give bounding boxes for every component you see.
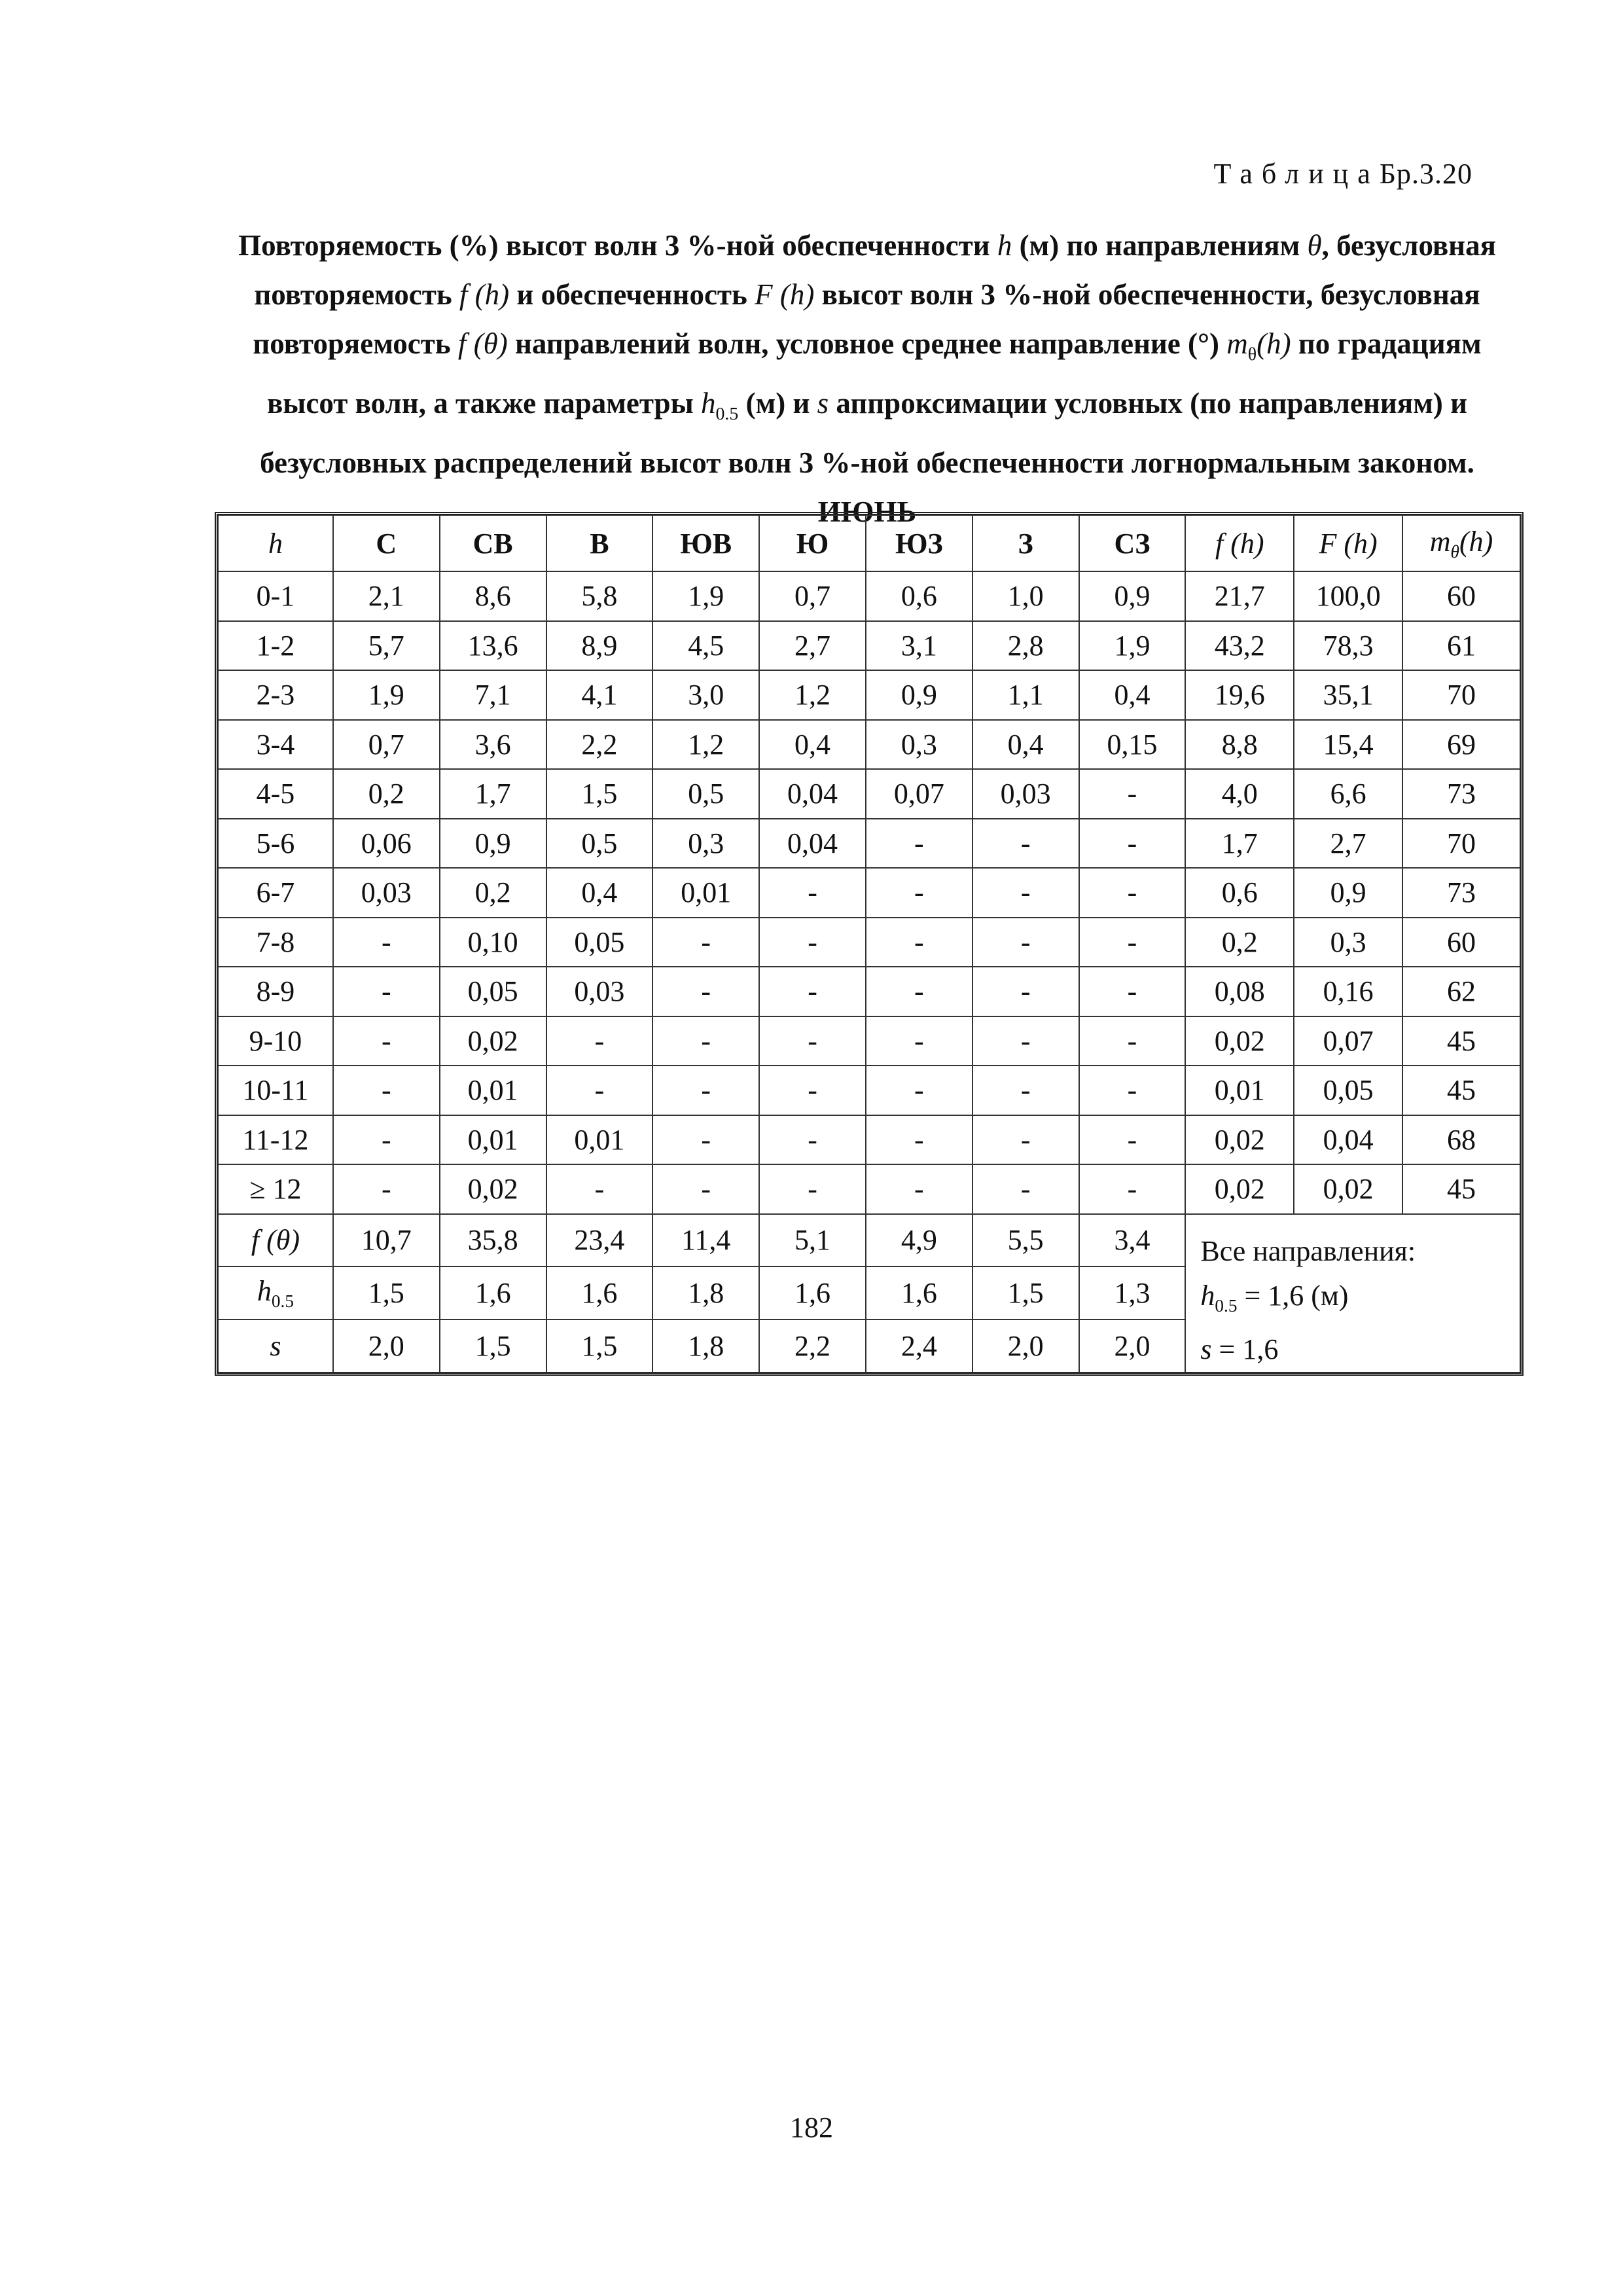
table-cell: 5,1 <box>759 1214 866 1267</box>
table-cell: 7,1 <box>440 670 546 720</box>
table-cell: - <box>1079 967 1186 1016</box>
table-cell: 7-8 <box>218 918 333 967</box>
table-cell: 2,0 <box>333 1319 440 1372</box>
h05-label: $h_{0.5}$ <box>218 1266 333 1319</box>
table-cell: 45 <box>1402 1164 1520 1214</box>
table-label-word: Таблица <box>1213 158 1380 190</box>
table-cell: 0,9 <box>440 819 546 869</box>
table-cell: 45 <box>1402 1066 1520 1115</box>
table-cell: 0,02 <box>440 1164 546 1214</box>
table-cell: 1,1 <box>972 670 1079 720</box>
table-cell: 73 <box>1402 868 1520 918</box>
table-cell: 11,4 <box>652 1214 759 1267</box>
table-cell: 45 <box>1402 1016 1520 1066</box>
ftheta-label: f (θ) <box>218 1214 333 1267</box>
table-cell: 1,8 <box>652 1266 759 1319</box>
header-fh: f (h) <box>1185 515 1294 571</box>
table-cell: 0,08 <box>1185 967 1294 1016</box>
table-cell: 1,6 <box>546 1266 653 1319</box>
table-cell: 0,16 <box>1294 967 1402 1016</box>
table-cell: 5,7 <box>333 621 440 671</box>
table-row <box>218 967 1520 1016</box>
table-cell: - <box>1079 1016 1186 1066</box>
table-cell: 0,3 <box>1294 918 1402 967</box>
table-cell: 4,0 <box>1185 769 1294 819</box>
table-cell: 0,4 <box>972 720 1079 770</box>
header-e: В <box>546 515 653 571</box>
table-cell: - <box>866 1016 972 1066</box>
table-row <box>218 720 1520 770</box>
table-cell: 0,15 <box>1079 720 1186 770</box>
table-cell: - <box>972 918 1079 967</box>
header-s: Ю <box>759 515 866 571</box>
table-cell: 35,8 <box>440 1214 546 1267</box>
table-cell: 2-3 <box>218 670 333 720</box>
table-cell: - <box>546 1066 653 1115</box>
table-cell: 0,9 <box>866 670 972 720</box>
table-cell: - <box>333 1164 440 1214</box>
summary-s: s = 1,6 <box>1200 1333 1279 1366</box>
table-cell: - <box>1079 1066 1186 1115</box>
table-cell: 1,0 <box>972 571 1079 621</box>
table-cell: 9-10 <box>218 1016 333 1066</box>
table-cell: 21,7 <box>1185 571 1294 621</box>
table-cell: - <box>1079 868 1186 918</box>
table-cell: - <box>333 1115 440 1165</box>
table-cell: 1,9 <box>652 571 759 621</box>
table-cell: 2,7 <box>759 621 866 671</box>
table-cell: 4,1 <box>546 670 653 720</box>
table-cell: 5,8 <box>546 571 653 621</box>
table-cell: - <box>652 1016 759 1066</box>
table-cell: ≥ 12 <box>218 1164 333 1214</box>
table-cell: - <box>972 868 1079 918</box>
table-cell: 60 <box>1402 918 1520 967</box>
table-row <box>218 918 1520 967</box>
table-cell: - <box>759 1066 866 1115</box>
table-cell: 6-7 <box>218 868 333 918</box>
table-cell: - <box>652 1066 759 1115</box>
table-cell: - <box>1079 819 1186 869</box>
table-cell: 0,04 <box>759 819 866 869</box>
table-cell: 35,1 <box>1294 670 1402 720</box>
table-label-number: Бр.3.20 <box>1379 158 1472 190</box>
table-cell: 0,6 <box>866 571 972 621</box>
table-cell: - <box>1079 1164 1186 1214</box>
table-cell: 1,5 <box>333 1266 440 1319</box>
table-cell: 0,5 <box>652 769 759 819</box>
table-cell: 1,6 <box>866 1266 972 1319</box>
table-cell: 0,02 <box>1185 1115 1294 1165</box>
page-number: 182 <box>790 2111 833 2144</box>
table-cell: 0,3 <box>866 720 972 770</box>
table-cell: 1,3 <box>1079 1266 1186 1319</box>
table-cell: 1,5 <box>972 1266 1079 1319</box>
table-cell: 3,4 <box>1079 1214 1186 1267</box>
table-cell: 1-2 <box>218 621 333 671</box>
table-cell: 0,02 <box>1185 1016 1294 1066</box>
table-cell: 68 <box>1402 1115 1520 1165</box>
table-cell: - <box>866 1164 972 1214</box>
table-cell: 13,6 <box>440 621 546 671</box>
table-cell: - <box>866 967 972 1016</box>
table-cell: 0,2 <box>440 868 546 918</box>
table-cell: 0,9 <box>1294 868 1402 918</box>
table-cell: 0,07 <box>866 769 972 819</box>
table-cell: 1,6 <box>440 1266 546 1319</box>
table-cell: - <box>333 1016 440 1066</box>
table-cell: 0,04 <box>1294 1115 1402 1165</box>
header-w: З <box>972 515 1079 571</box>
table-cell: - <box>1079 769 1186 819</box>
table-cell: 0,5 <box>546 819 653 869</box>
table-cell: 0,07 <box>1294 1016 1402 1066</box>
table-label <box>1214 157 1472 190</box>
summary-h05: $h_{0.5} = 1,6$ (м) <box>1200 1279 1349 1316</box>
table-cell: 0,4 <box>546 868 653 918</box>
header-nw: СЗ <box>1079 515 1186 571</box>
table-cell: 60 <box>1402 571 1520 621</box>
table-cell: 100,0 <box>1294 571 1402 621</box>
table-cell: 2,0 <box>1079 1319 1186 1372</box>
table-cell: 1,8 <box>652 1319 759 1372</box>
table-cell: - <box>759 1164 866 1214</box>
table-cell: - <box>652 967 759 1016</box>
table-cell: 70 <box>1402 819 1520 869</box>
table-cell: 1,5 <box>546 769 653 819</box>
table-cell: 0,05 <box>1294 1066 1402 1115</box>
s-label: s <box>218 1319 333 1372</box>
table-cell: 1,2 <box>652 720 759 770</box>
table-cell: 11-12 <box>218 1115 333 1165</box>
table-cell: 3,0 <box>652 670 759 720</box>
header-h: h <box>218 515 333 571</box>
table-cell: - <box>866 918 972 967</box>
table-cell: - <box>972 967 1079 1016</box>
table-cell: 2,8 <box>972 621 1079 671</box>
table-row <box>218 1164 1520 1214</box>
table-cell: - <box>972 1016 1079 1066</box>
table-cell: 0,05 <box>546 918 653 967</box>
table-cell: 0,7 <box>333 720 440 770</box>
table-cell: 2,2 <box>759 1319 866 1372</box>
table-cell: - <box>1079 918 1186 967</box>
table-cell: 0,2 <box>333 769 440 819</box>
table-row <box>218 1115 1520 1165</box>
table-cell: 78,3 <box>1294 621 1402 671</box>
wave-height-table <box>215 512 1524 1376</box>
table-header-row <box>218 515 1520 571</box>
table-cell: - <box>333 1066 440 1115</box>
table-cell: 0,03 <box>972 769 1079 819</box>
table-cell: 0,05 <box>440 967 546 1016</box>
table-cell: 0,6 <box>1185 868 1294 918</box>
table-cell: 43,2 <box>1185 621 1294 671</box>
table-cell: - <box>652 1115 759 1165</box>
table-cell: 15,4 <box>1294 720 1402 770</box>
table-cell: 5-6 <box>218 819 333 869</box>
table-cell: 0,02 <box>1294 1164 1402 1214</box>
table-cell: 1,9 <box>1079 621 1186 671</box>
table-cell: - <box>866 868 972 918</box>
table-row <box>218 670 1520 720</box>
table-cell: 8,6 <box>440 571 546 621</box>
table-cell: 0,03 <box>333 868 440 918</box>
table-cell: 3,1 <box>866 621 972 671</box>
table-cell: - <box>652 1164 759 1214</box>
table-cell: 0,01 <box>1185 1066 1294 1115</box>
table-cell: 0,4 <box>759 720 866 770</box>
table-cell: - <box>972 1164 1079 1214</box>
table-cell: - <box>1079 1115 1186 1165</box>
table-row <box>218 1016 1520 1066</box>
table-cell: 0,02 <box>1185 1164 1294 1214</box>
table-cell: - <box>866 1066 972 1115</box>
header-ne: СВ <box>440 515 546 571</box>
table-cell: 23,4 <box>546 1214 653 1267</box>
table-cell: 2,1 <box>333 571 440 621</box>
table-cell: 1,9 <box>333 670 440 720</box>
table-caption: Повторяемость (%) высот волн 3 %-ной обеспеченности h (м) по направлениям θ, безусловная повторяемость f (h) и обеспеченность F (h) высот волн 3 %-ной обеспеченности, безусловная повторяемость f (θ) направлений волн, условное среднее направление (°) $m_\theta(h)$ по градациям высот волн, а также параметры $h_{0.5}$ (м) и s аппроксимации условных (по направлениям) и безусловных распределений высот волн 3 %-ной обеспеченности логнормальным законом. ИЮНЬ <box>238 229 1496 528</box>
table-cell: 2,4 <box>866 1319 972 1372</box>
table-cell: 0,06 <box>333 819 440 869</box>
table-cell: 1,5 <box>546 1319 653 1372</box>
table-cell: 1,7 <box>1185 819 1294 869</box>
table-cell: - <box>866 1115 972 1165</box>
table-row <box>218 819 1520 869</box>
table-cell: 0,10 <box>440 918 546 967</box>
table-cell: 2,2 <box>546 720 653 770</box>
table-cell: 0,9 <box>1079 571 1186 621</box>
header-n: С <box>333 515 440 571</box>
table-cell: 8-9 <box>218 967 333 1016</box>
table-cell: 1,5 <box>440 1319 546 1372</box>
table-cell: 0,7 <box>759 571 866 621</box>
table-cell: - <box>866 819 972 869</box>
table-cell: 1,6 <box>759 1266 866 1319</box>
table-cell: 0,02 <box>440 1016 546 1066</box>
table-cell: 8,8 <box>1185 720 1294 770</box>
table-cell: 0,01 <box>440 1066 546 1115</box>
table-cell: 10,7 <box>333 1214 440 1267</box>
table-cell: 3-4 <box>218 720 333 770</box>
table-cell: - <box>546 1016 653 1066</box>
table-cell: - <box>759 967 866 1016</box>
header-sw: ЮЗ <box>866 515 972 571</box>
table-row <box>218 571 1520 621</box>
table-row <box>218 769 1520 819</box>
table-cell: 73 <box>1402 769 1520 819</box>
header-mh: $m_\theta(h)$ <box>1402 515 1520 571</box>
table-cell: - <box>759 1016 866 1066</box>
table-cell: 19,6 <box>1185 670 1294 720</box>
table-cell: 4-5 <box>218 769 333 819</box>
table-cell: 3,6 <box>440 720 546 770</box>
table-cell: 4,5 <box>652 621 759 671</box>
table-cell: 1,7 <box>440 769 546 819</box>
table-cell: - <box>972 1115 1079 1165</box>
table-cell: 2,0 <box>972 1319 1079 1372</box>
table-cell: - <box>972 1066 1079 1115</box>
table-cell: 10-11 <box>218 1066 333 1115</box>
table-cell: - <box>972 819 1079 869</box>
table-cell: - <box>759 1115 866 1165</box>
table-row <box>218 1066 1520 1115</box>
ftheta-row <box>218 1214 1520 1267</box>
table-cell: - <box>333 967 440 1016</box>
table-cell: 8,9 <box>546 621 653 671</box>
header-Fh: F (h) <box>1294 515 1402 571</box>
table-cell: 0-1 <box>218 571 333 621</box>
table-cell: - <box>759 918 866 967</box>
table-cell: 6,6 <box>1294 769 1402 819</box>
table-cell: 0,04 <box>759 769 866 819</box>
table-cell: 0,03 <box>546 967 653 1016</box>
table-cell: 4,9 <box>866 1214 972 1267</box>
table-cell: - <box>759 868 866 918</box>
table-cell: 0,01 <box>546 1115 653 1165</box>
table-cell: 69 <box>1402 720 1520 770</box>
table-cell: 0,4 <box>1079 670 1186 720</box>
header-se: ЮВ <box>652 515 759 571</box>
table-cell: 5,5 <box>972 1214 1079 1267</box>
table-cell: 0,01 <box>440 1115 546 1165</box>
table-cell: 1,2 <box>759 670 866 720</box>
table-cell: - <box>333 918 440 967</box>
table-row <box>218 868 1520 918</box>
summary-title: Все направления: <box>1200 1234 1416 1267</box>
table-cell: - <box>652 918 759 967</box>
table-cell: - <box>546 1164 653 1214</box>
table-cell: 0,2 <box>1185 918 1294 967</box>
all-directions-summary <box>1185 1214 1520 1373</box>
table-cell: 0,01 <box>652 868 759 918</box>
table-cell: 2,7 <box>1294 819 1402 869</box>
table-cell: 0,3 <box>652 819 759 869</box>
table-cell: 70 <box>1402 670 1520 720</box>
table-cell: 62 <box>1402 967 1520 1016</box>
table-row <box>218 621 1520 671</box>
table-cell: 61 <box>1402 621 1520 671</box>
